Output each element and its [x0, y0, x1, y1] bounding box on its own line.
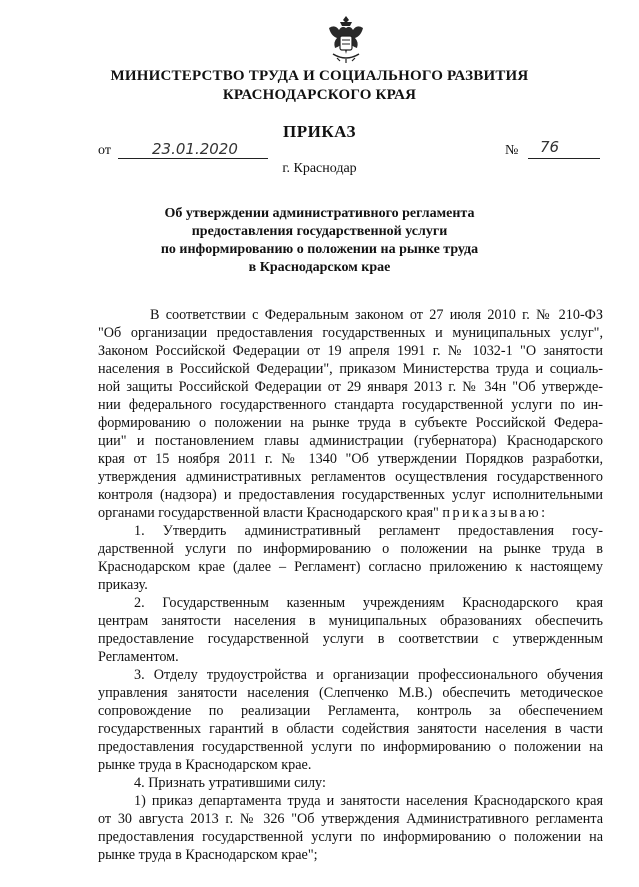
ministry-name-line1: МИНИСТЕРСТВО ТРУДА И СОЦИАЛЬНОГО РАЗВИТИЯ — [110, 68, 529, 84]
item3-line: рынке труда в Краснодарском крае. — [98, 757, 312, 773]
subject-line: Об утверждении административного регламента — [164, 206, 475, 221]
subject-line: по информированию о положении на рынке труда — [160, 242, 479, 257]
item1-line: дарственной услуги по информированию о положении на рынке труда в — [98, 541, 603, 557]
subject-line: предоставления государственной услуги — [191, 224, 448, 239]
date-prefix: от — [98, 143, 111, 158]
item2-line: центрам занятости населения в муниципальных образованиях обеспечить — [98, 613, 603, 629]
body-line — [98, 504, 603, 522]
item4-1-line: предоставления государственной услуги по информированию о положении на — [98, 829, 603, 845]
number-underline — [528, 158, 600, 159]
body-line: нии федерального государственного стандарта государственной услуги по ин- — [98, 397, 603, 413]
body-line: формированию о положении на рынке труда в субъекте Российской Федера- — [98, 415, 603, 431]
body-line: края от 15 ноября 2011 г. № 1340 "Об утверждении Порядков разработки, — [98, 451, 603, 467]
subject-line: в Краснодарском крае — [248, 260, 391, 275]
item3-line: управления занятости населения (Слепченко М.В.) обеспечить методическое — [98, 685, 603, 701]
item3-line: сопровождение по реализации Регламента, контроль за обеспечением — [98, 703, 603, 719]
body-line: ной защиты Российской Федерации от 29 января 2013 г. № 34н "Об утвержде- — [98, 379, 603, 395]
document-type: ПРИКАЗ — [283, 122, 356, 141]
item4-1-line: 1) приказ департамента труда и занятости населения Краснодарского края — [134, 793, 603, 809]
item1-line: приказу. — [98, 577, 148, 593]
item3-line: 3. Отделу трудоустройства и организации профессионального обучения — [134, 667, 603, 683]
item1-line: Краснодарском крае (далее – Регламент) согласно приложению к настоящему — [98, 559, 603, 575]
body-line-text: органами государственной власти Краснодарского края" — [98, 505, 439, 521]
date-value: 23.01.2020 — [152, 140, 238, 158]
item4-1-line: от 30 августа 2013 г. № 326 "Об утверждения Административного регламента — [98, 811, 603, 827]
body-line: ции" и постановлением главы администрации (губернатора) Краснодарского — [98, 433, 603, 449]
item4-1-line: рынке труда в Краснодарском крае"; — [98, 847, 318, 863]
item2-line: предоставление государственной услуги в соответствии с утвержденным — [98, 631, 603, 647]
body-line: населения в Российской Федерации", приказом Министерства труда и социаль- — [98, 361, 603, 377]
number-prefix: № — [505, 143, 519, 158]
item2-line: Регламентом. — [98, 649, 179, 665]
date-underline — [118, 158, 268, 159]
body-line: контроля (надзора) и предоставления государственных услуг исполнительными — [98, 487, 603, 503]
body-line: утверждения административных регламентов осуществления государственного — [98, 469, 603, 485]
city: г. Краснодар — [282, 161, 357, 176]
body-line: "Об организации предоставления государственных и муниципальных услуг", — [98, 325, 603, 341]
coat-of-arms-icon — [325, 14, 367, 64]
item3-line: предоставления государственной услуги по информированию о положении на — [98, 739, 603, 755]
order-word: приказываю: — [442, 505, 548, 521]
item2-line: 2. Государственным казенным учреждениям Краснодарского края — [134, 595, 603, 611]
item1-line: 1. Утвердить административный регламент предоставления госу- — [134, 523, 603, 539]
item3-line: государственных гарантий в области содействия занятости населения в части — [98, 721, 603, 737]
number-value: 76 — [540, 138, 560, 156]
body-line: Законом Российской Федерации от 19 апреля 1991 г. № 1032-1 "О занятости — [98, 343, 603, 359]
ministry-name-line2: КРАСНОДАРСКОГО КРАЯ — [222, 87, 417, 103]
item4-title: 4. Признать утратившими силу: — [134, 775, 326, 791]
body-line: В соответствии с Федеральным законом от 27 июля 2010 г. № 210-ФЗ — [150, 307, 603, 323]
